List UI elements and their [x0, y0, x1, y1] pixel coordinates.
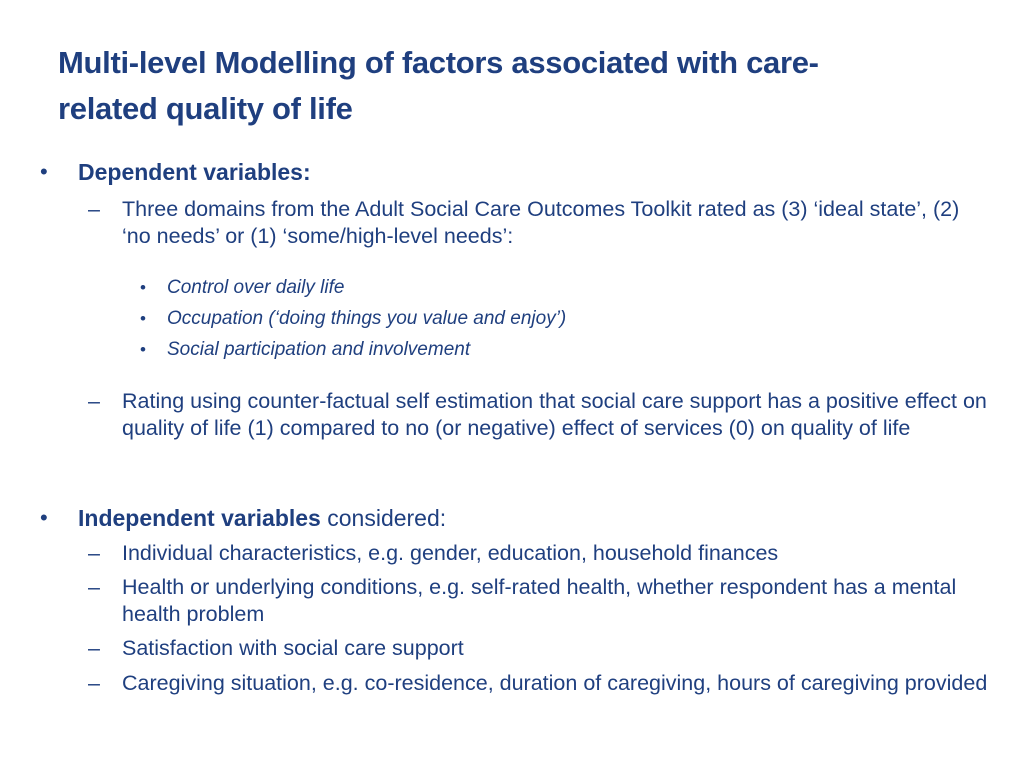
domain-item-text: Social participation and involvement — [167, 339, 471, 360]
dash-glyph: – — [88, 541, 100, 565]
domain-item — [140, 276, 947, 300]
bullet-independent-variables — [40, 504, 978, 532]
domain-item — [140, 338, 947, 362]
slide-title-line-1: Multi-level Modelling of factors associated with care- — [58, 45, 819, 80]
dash-glyph: – — [88, 389, 100, 413]
bullet-glyph: • — [40, 159, 48, 184]
dependent-item-counterfactual-rating — [88, 388, 992, 442]
dependent-variables-heading: Dependent variables: — [78, 159, 311, 185]
dependent-item-text: Rating using counter-factual self estimation that social care support has a positive effect on quality of life (1) compared to no (or negative) effect of services (0) on quality of life — [122, 389, 987, 440]
independent-variables-heading-rest: considered: — [320, 505, 447, 531]
dash-glyph: – — [88, 197, 100, 221]
bullet-dependent-variables — [40, 158, 978, 186]
independent-item — [88, 670, 992, 697]
domain-item-text: Control over daily life — [167, 277, 345, 298]
dependent-item-asct-domains — [88, 196, 992, 250]
dash-glyph: – — [88, 636, 100, 660]
independent-item-text: Health or underlying conditions, e.g. self-rated health, whether respondent has a mental health problem — [122, 575, 957, 626]
independent-item — [88, 574, 992, 628]
independent-item-text: Caregiving situation, e.g. co-residence, duration of caregiving, hours of caregiving provided — [122, 671, 988, 695]
domain-item — [140, 307, 947, 331]
bullet-glyph: • — [40, 505, 48, 530]
independent-item — [88, 540, 992, 567]
slide-title-line-2: related quality of life — [58, 91, 353, 126]
domain-item-text: Occupation (‘doing things you value and enjoy’) — [167, 308, 567, 329]
dash-glyph: – — [88, 671, 100, 695]
independent-item — [88, 635, 992, 662]
bullet-glyph: • — [140, 278, 146, 297]
bullet-glyph: • — [140, 340, 146, 359]
independent-item-text: Satisfaction with social care support — [122, 636, 464, 660]
independent-variables-heading: Independent variables — [78, 505, 321, 531]
dash-glyph: – — [88, 575, 100, 599]
bullet-glyph: • — [140, 309, 146, 328]
independent-item-text: Individual characteristics, e.g. gender, education, household finances — [122, 541, 779, 565]
dependent-item-text: Three domains from the Adult Social Care Outcomes Toolkit rated as (3) ‘ideal state’, (2) ‘no needs’ or (1) ‘some/high-level needs’: — [122, 197, 960, 248]
